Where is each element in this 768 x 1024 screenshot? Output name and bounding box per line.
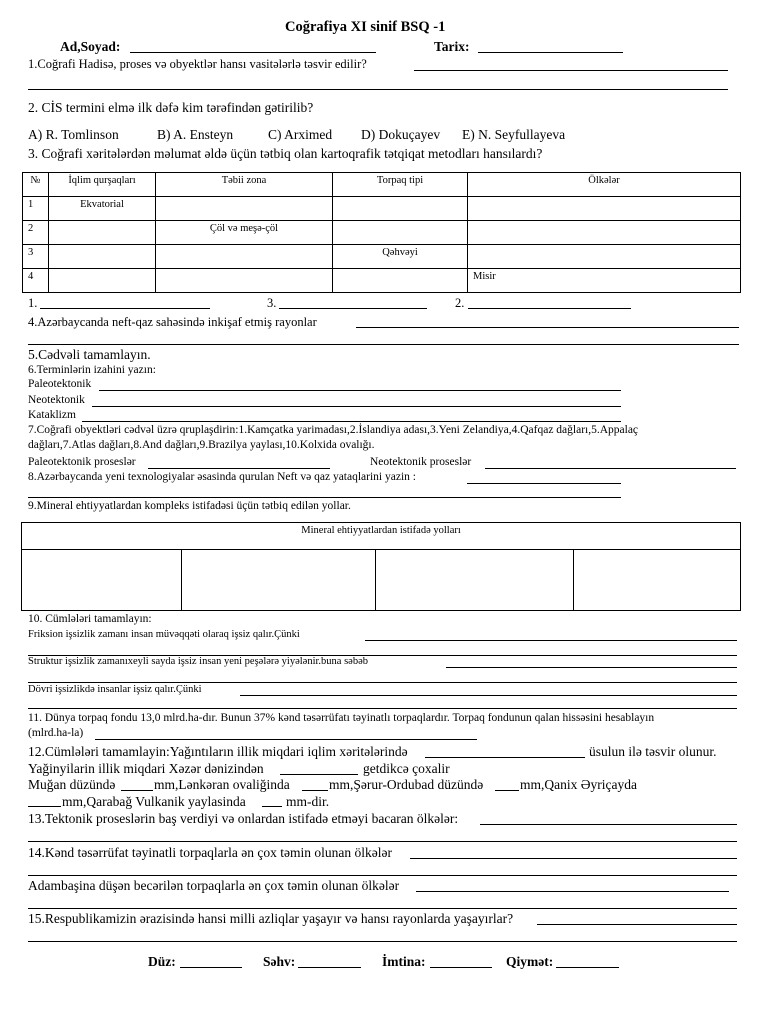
- answer-line[interactable]: [495, 790, 519, 791]
- grade-field[interactable]: [556, 967, 619, 968]
- answer-line[interactable]: [262, 806, 282, 807]
- q12-line-2-tail: getdikcə çoxalir: [363, 761, 450, 776]
- term-paleotektonik: Paleotektonik: [28, 378, 92, 390]
- refusal-field[interactable]: [430, 967, 492, 968]
- method-1-field[interactable]: [40, 308, 210, 309]
- table-header-cell: Ölkələr: [468, 173, 741, 197]
- table-cell[interactable]: [49, 245, 156, 269]
- question-1: 1.Coğrafi Hadisə, proses və obyektlər hansı vasitələrlə təsvir edilir?: [28, 57, 367, 71]
- answer-line[interactable]: [95, 739, 477, 740]
- question-10: 10. Cümlələri tamamlayın:: [28, 613, 152, 625]
- q12-line-4b: mm-dir.: [286, 794, 330, 809]
- method-2-field[interactable]: [468, 308, 631, 309]
- wrong-label: Səhv:: [263, 954, 296, 969]
- method-1-label: 1.: [28, 296, 38, 310]
- question-4: 4.Azərbaycanda neft-qaz sahəsində inkişaf etmiş rayonlar: [28, 315, 317, 329]
- answer-line[interactable]: [28, 941, 737, 942]
- answer-line[interactable]: [480, 824, 737, 825]
- answer-line[interactable]: [537, 924, 737, 925]
- term-kataklizm: Kataklizm: [28, 409, 76, 421]
- question-14: 14.Kənd təsərrüfat təyinatli torpaqlarla ən çox təmin olunan ölkələr: [28, 845, 392, 860]
- answer-line[interactable]: [28, 497, 621, 498]
- table-cell[interactable]: [574, 550, 741, 611]
- answer-line[interactable]: [446, 667, 737, 668]
- table-cell: Qəhvəyi: [333, 245, 468, 269]
- answer-line[interactable]: [28, 875, 737, 876]
- question-11: 11. Dünya torpaq fondu 13,0 mlrd.ha-dır. Bunun 37% kənd təsərrüfatı təyinatlı torpaqlardır. Torpaq fondunun qalan hissəsini hesablayın: [28, 712, 655, 724]
- table-cell[interactable]: [49, 221, 156, 245]
- answer-line[interactable]: [410, 858, 737, 859]
- q12-line-2: Yağinyilarin illik miqdari Xəzər dənizindən: [28, 761, 264, 776]
- name-label: Ad,Soyad:: [60, 39, 121, 54]
- table-cell[interactable]: [376, 550, 574, 611]
- wrong-field[interactable]: [298, 967, 361, 968]
- question-3: 3. Coğrafi xəritələrdən məlumat əldə üçün tətbiq olan kartoqrafik tətqiqat metodları hansılardı?: [28, 146, 543, 161]
- answer-line[interactable]: [356, 327, 739, 328]
- answer-line[interactable]: [148, 468, 330, 469]
- question-5: 5.Cədvəli tamamlayın.: [28, 347, 151, 362]
- table-cell[interactable]: [49, 269, 156, 293]
- table-cell[interactable]: [468, 221, 741, 245]
- mineral-table: [21, 522, 741, 611]
- methods-table: [22, 172, 741, 293]
- question-6: 6.Terminlərin izahini yazın:: [28, 364, 156, 376]
- table-cell[interactable]: [468, 245, 741, 269]
- answer-line[interactable]: [280, 774, 358, 775]
- table-cell: 1: [23, 197, 49, 221]
- answer-line[interactable]: [28, 344, 739, 345]
- question-8: 8.Azərbaycanda yeni texnologiyalar əsasinda qurulan Neft və qaz yataqlarini yazin :: [28, 471, 416, 483]
- table-cell[interactable]: [333, 221, 468, 245]
- table-cell: 4: [23, 269, 49, 293]
- method-2-label: 2.: [455, 296, 465, 310]
- answer-line[interactable]: [28, 682, 737, 683]
- q12-line-3d: mm,Qanix Əyriçayda: [520, 777, 637, 792]
- option-b[interactable]: B) A. Ensteyn: [157, 127, 234, 142]
- answer-line[interactable]: [28, 89, 728, 90]
- correct-field[interactable]: [180, 967, 242, 968]
- refusal-label: İmtina:: [382, 954, 426, 969]
- q10-sentence-1: Friksion işsizlik zamanı insan müvəqqəti olaraq işsiz qalır.Çünki: [28, 629, 300, 640]
- table-cell: Misir: [468, 269, 741, 293]
- term-neotektonik: Neotektonik: [28, 394, 85, 406]
- answer-line[interactable]: [28, 908, 737, 909]
- question-12-tail: üsulun ilə təsvir olunur.: [589, 744, 717, 759]
- question-14-part-2: Adambaşina düşən becərilən torpaqlarla ən çox təmin olunan ölkələr: [28, 878, 400, 893]
- table-cell: 2: [23, 221, 49, 245]
- method-3-field[interactable]: [279, 308, 427, 309]
- q12-line-4a: mm,Qarabağ Vulkanik yaylasinda: [62, 794, 246, 809]
- date-field[interactable]: [478, 52, 623, 53]
- page-title: Coğrafiya XI sinif BSQ -1: [285, 19, 446, 35]
- option-c[interactable]: C) Arximed: [268, 127, 333, 142]
- answer-line[interactable]: [28, 806, 61, 807]
- table-cell[interactable]: [333, 197, 468, 221]
- answer-line[interactable]: [28, 708, 737, 709]
- answer-line[interactable]: [92, 406, 621, 407]
- table-row: [23, 197, 741, 221]
- grade-label: Qiymət:: [506, 954, 554, 969]
- answer-line[interactable]: [365, 640, 737, 641]
- q10-sentence-2: Struktur işsizlik zamanıxeyli sayda işsiz insan yeni peşələrə yiyələnir.buna səbəb: [28, 656, 368, 667]
- paleo-processes-label: Paleotektonik proseslər: [28, 456, 136, 468]
- answer-line[interactable]: [240, 695, 737, 696]
- answer-line[interactable]: [414, 70, 728, 71]
- answer-line[interactable]: [425, 757, 585, 758]
- date-label: Tarix:: [434, 39, 470, 54]
- neo-processes-label: Neotektonik proseslər: [370, 456, 472, 468]
- question-2: 2. CİS termini elmə ilk dəfə kim tərəfindən gətirilib?: [28, 100, 314, 115]
- question-11-cont: (mlrd.ha-la): [28, 727, 84, 739]
- answer-line[interactable]: [121, 790, 153, 791]
- answer-line[interactable]: [28, 841, 737, 842]
- table-cell[interactable]: [182, 550, 376, 611]
- table-header-cell: Torpaq tipi: [333, 173, 468, 197]
- table-cell[interactable]: [333, 269, 468, 293]
- answer-line[interactable]: [302, 790, 328, 791]
- q12-line-3c: mm,Şərur-Ordubad düzündə: [329, 777, 484, 792]
- correct-label: Düz:: [148, 954, 176, 969]
- q12-line-3b: mm,Lənkəran ovaliğinda: [154, 777, 290, 792]
- question-12: 12.Cümlələri tamamlayin:Yağıntıların illik miqdari iqlim xəritələrində: [28, 744, 408, 759]
- q12-line-3a: Muğan düzündə: [28, 777, 116, 792]
- table-header-cell: №: [23, 173, 49, 197]
- answer-line[interactable]: [416, 891, 729, 892]
- name-field[interactable]: [130, 52, 376, 53]
- table-cell[interactable]: [156, 245, 333, 269]
- option-d[interactable]: D) Dokuçayev: [361, 127, 441, 142]
- table-header-cell: Təbii zona: [156, 173, 333, 197]
- answer-line[interactable]: [467, 483, 621, 484]
- answer-line[interactable]: [82, 421, 621, 422]
- method-3-label: 3.: [267, 296, 277, 310]
- table-cell[interactable]: [468, 197, 741, 221]
- table-row: [23, 269, 741, 293]
- table-cell: Çöl və meşə-çöl: [156, 221, 333, 245]
- table-cell: 3: [23, 245, 49, 269]
- table-row: [23, 245, 741, 269]
- table-cell[interactable]: [22, 550, 182, 611]
- table-cell[interactable]: [156, 269, 333, 293]
- question-7: 7.Coğrafi obyektləri cədvəl üzrə qruplaşdirin:1.Kamçatka yarimadası,2.İslandiya adası,3.Yeni Zelandiya,4.Qafqaz dağları,5.Appalaç: [28, 424, 639, 436]
- answer-line[interactable]: [485, 468, 736, 469]
- answer-line[interactable]: [99, 390, 621, 391]
- option-e[interactable]: E) N. Seyfullayeva: [462, 127, 566, 142]
- q10-sentence-3: Dövri işsizlikdə insanlar işsiz qalır.Çünki: [28, 684, 202, 695]
- table-header-cell: Mineral ehtiyyatlardan istifadə yolları: [22, 523, 741, 550]
- question-13: 13.Tektonik proseslərin baş verdiyi və onlardan istifadə etməyi bacaran ölkələr:: [28, 811, 459, 826]
- table-header-cell: İqlim qurşaqları: [49, 173, 156, 197]
- question-15: 15.Respublikamizin ərazisində hansi milli azliqlar yaşayır və hansı rayonlarda yaşayırlar?: [28, 911, 514, 926]
- option-a[interactable]: A) R. Tomlinson: [28, 127, 119, 142]
- table-row: [22, 550, 741, 611]
- question-7-cont: dağları,7.Atlas dağları,8.And dağları,9.Brazilya yaylası,10.Kolxida ovalığı.: [28, 439, 375, 451]
- question-9: 9.Mineral ehtiyyatlardan kompleks istifadəsi üçün tətbiq edilən yollar.: [28, 500, 351, 512]
- table-cell[interactable]: [156, 197, 333, 221]
- table-row: [23, 221, 741, 245]
- table-cell: Ekvatorial: [49, 197, 156, 221]
